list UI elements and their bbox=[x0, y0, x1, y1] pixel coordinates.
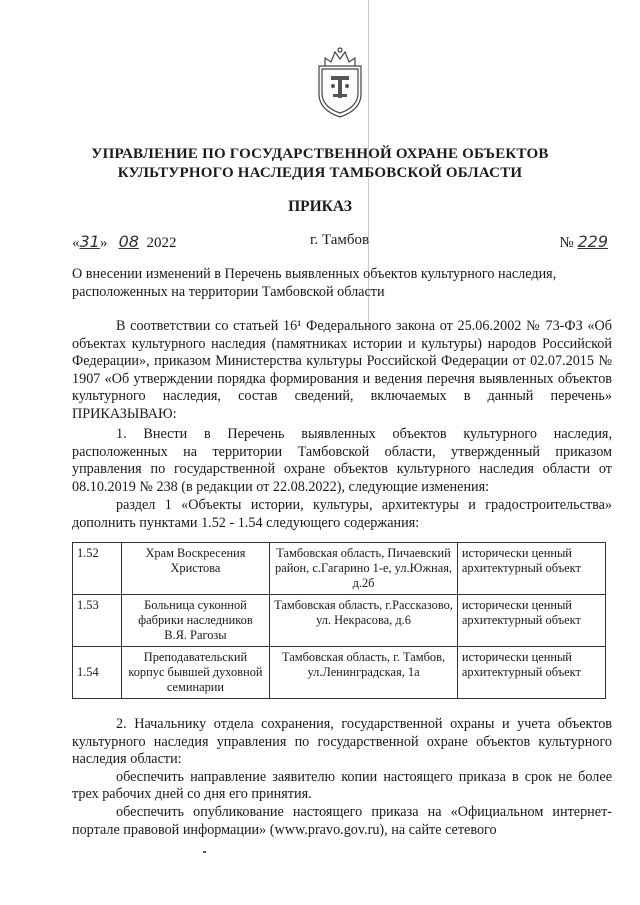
document-number bbox=[559, 232, 608, 252]
number-value: 229 bbox=[577, 232, 608, 251]
site-address: Тамбовская область, г. Тамбов, ул.Ленинградская, 1а bbox=[270, 647, 458, 699]
site-name: Преподавательский корпус бывшей духовной семинарии bbox=[121, 647, 269, 699]
site-category: исторически ценный архитектурный объект bbox=[457, 647, 605, 699]
paragraph-item-2-block bbox=[72, 716, 612, 839]
paragraph-item-2: 2. Начальнику отдела сохранения, государственной охраны и учета объектов культурного наследия управления по государственной охране объектов культурного наследия области: bbox=[72, 716, 612, 768]
date-line bbox=[72, 232, 612, 254]
site-address: Тамбовская область, г.Рассказово, ул. Некрасова, д.6 bbox=[270, 595, 458, 647]
document-type: ПРИКАЗ bbox=[288, 198, 352, 215]
paragraph-basis: В соответствии со статьей 16¹ Федерального закона от 25.06.2002 № 73-ФЗ «Об объектах культурного наследия (памятниках истории и культуры) народов Российской Федерации», приказом Министерства культуры Российской Федерации от 02.07.2015 № 1907 «Об утверждении порядка формирования и ведения перечня выявленных объектов культурного наследия, состав сведений, включаемых в данный перечень» ПРИКАЗЫВАЮ: bbox=[72, 318, 612, 422]
date-month: 08 bbox=[118, 232, 139, 251]
document-subject: О внесении изменений в Перечень выявленных объектов культурного наследия, расположенных на территории Тамбовской области bbox=[72, 266, 557, 300]
heritage-sites-table bbox=[72, 542, 606, 699]
header-line-2: КУЛЬТУРНОГО НАСЛЕДИЯ ТАМБОВСКОЙ ОБЛАСТИ bbox=[117, 165, 523, 181]
header-line-1: УПРАВЛЕНИЕ ПО ГОСУДАРСТВЕННОЙ ОХРАНЕ ОБЪЕКТОВ bbox=[91, 146, 549, 162]
table-row bbox=[73, 543, 606, 595]
document-city: г. Тамбов bbox=[310, 232, 370, 248]
date-year: 2022 bbox=[146, 235, 177, 251]
date-day: 31 bbox=[79, 232, 100, 251]
paragraph-item-1: 1. Внести в Перечень выявленных объектов культурного наследия, расположенных на территории Тамбовской области, утвержденный приказом управления по государственной охране объектов культурного наследия области от 08.10.2019 № 238 (в редакции от 22.08.2022), следующие изменения: bbox=[72, 426, 612, 495]
date-close-quote: » bbox=[99, 235, 108, 251]
site-name: Больница суконной фабрики наследников В.Я. Рагозы bbox=[121, 595, 269, 647]
document-date bbox=[72, 232, 176, 252]
paragraph-send-copy: обеспечить направление заявителю копии настоящего приказа в срок не более трех рабочих дней со дня его принятия. bbox=[72, 768, 612, 803]
table-row bbox=[73, 595, 606, 647]
date-open-quote: « bbox=[72, 235, 80, 251]
row-number: 1.52 bbox=[73, 543, 122, 595]
site-category: исторически ценный архитектурный объект bbox=[457, 595, 605, 647]
site-address: Тамбовская область, Пичаевский район, с.Гагарино 1-е, ул.Южная, д.2б bbox=[270, 543, 458, 595]
table-row bbox=[73, 647, 606, 699]
row-number: 1.53 bbox=[73, 595, 122, 647]
paragraph-section-1: раздел 1 «Объекты истории, культуры, архитектуры и градостроительства» дополнить пунктами 1.52 - 1.54 следующего содержания: bbox=[72, 497, 612, 531]
row-number: 1.54 bbox=[73, 647, 122, 699]
paragraph-publish: обеспечить опубликование настоящего приказа на «Официальном интернет-портале правовой информации» (www.pravo.gov.ru), на сайте сетевого bbox=[72, 803, 612, 838]
site-name: Храм Воскресения Христова bbox=[121, 543, 269, 595]
coat-of-arms-icon bbox=[311, 46, 369, 120]
scan-speck bbox=[203, 851, 206, 853]
number-label: № bbox=[559, 235, 574, 251]
site-category: исторически ценный архитектурный объект bbox=[457, 543, 605, 595]
